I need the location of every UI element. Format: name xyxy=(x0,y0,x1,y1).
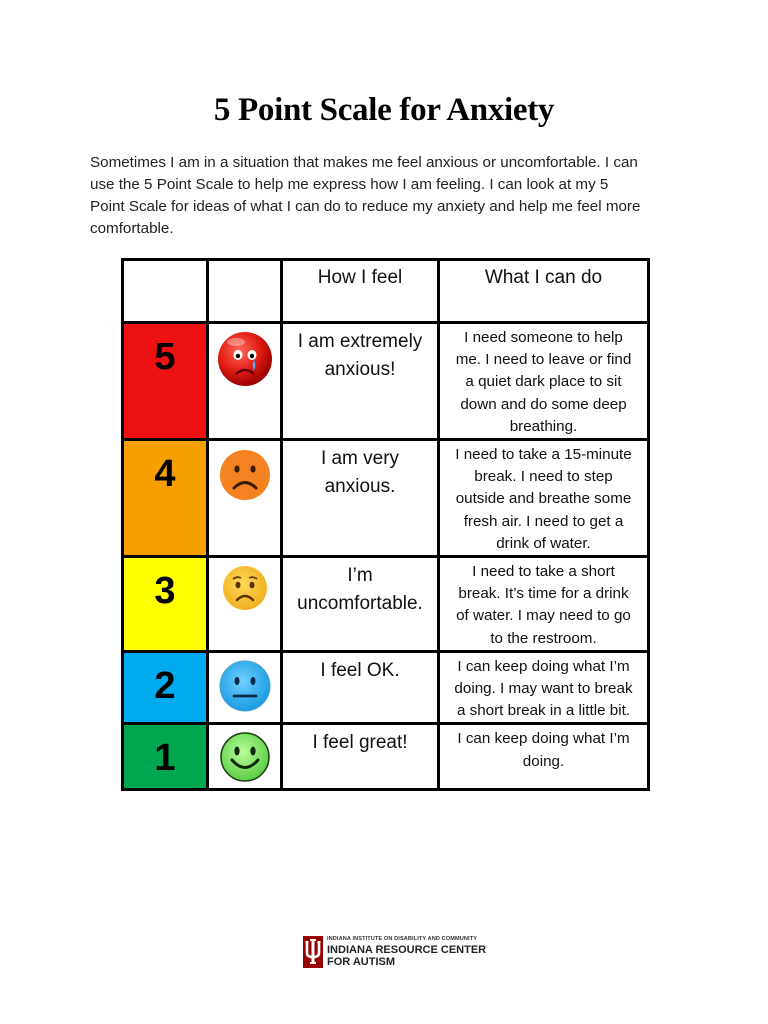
level-number: 5 xyxy=(123,323,208,440)
logo-line: FOR AUTISM xyxy=(327,956,396,968)
neutral-face-icon xyxy=(218,659,272,713)
todo-line: drink of water. xyxy=(496,534,591,552)
todo-cell xyxy=(439,323,649,440)
todo-cell xyxy=(439,557,649,652)
todo-line: a quiet dark place to sit xyxy=(465,373,622,391)
todo-line: I need to take a short xyxy=(472,563,615,581)
anxiety-scale-table xyxy=(121,258,650,791)
level-number: 3 xyxy=(123,557,208,652)
crying-face-icon xyxy=(216,330,274,388)
intro-paragraph xyxy=(90,152,695,240)
frowning-face-icon xyxy=(217,447,273,503)
table-row xyxy=(123,651,649,724)
level-number: 1 xyxy=(123,724,208,790)
todo-line: I can keep doing what I’m xyxy=(457,657,630,675)
table-row xyxy=(123,323,649,440)
face-cell xyxy=(208,440,282,557)
smiling-face-icon xyxy=(219,731,271,783)
todo-line: of water. I may need to go xyxy=(456,607,631,625)
trident-logo-icon xyxy=(303,936,323,968)
feel-line: I feel great! xyxy=(312,732,408,754)
todo-line: doing. I may want to break xyxy=(454,680,633,698)
todo-line: to the restroom. xyxy=(490,629,597,647)
feel-line: uncomfortable. xyxy=(297,593,423,615)
todo-line: I need to take a 15-minute xyxy=(455,446,632,464)
logo-institute-text: INDIANA INSTITUTE ON DISABILITY AND COMMUNITY xyxy=(327,936,478,942)
logo-center-text xyxy=(327,944,486,968)
header-what-i-can-do: What I can do xyxy=(439,260,649,323)
intro-line: use the 5 Point Scale to help me express how I am feeling. I can look at my 5 xyxy=(90,176,609,193)
todo-line: break. It’s time for a drink xyxy=(458,585,629,603)
todo-line: I can keep doing what I’m xyxy=(457,730,630,748)
feel-line: anxious! xyxy=(324,359,396,380)
intro-line: Point Scale for ideas of what I can do to reduce my anxiety and help me feel more xyxy=(90,198,641,215)
feel-line: I’m xyxy=(347,565,373,587)
level-number: 2 xyxy=(123,651,208,724)
todo-cell xyxy=(439,440,649,557)
table-row xyxy=(123,557,649,652)
intro-line: comfortable. xyxy=(90,220,174,237)
feel-line: I am very xyxy=(320,448,400,470)
feel-line: I am extremely xyxy=(297,331,423,352)
logo-line: INDIANA RESOURCE CENTER xyxy=(327,944,487,956)
todo-cell xyxy=(439,651,649,724)
face-cell xyxy=(208,651,282,724)
level-number: 4 xyxy=(123,440,208,557)
feel-line: anxious. xyxy=(324,476,396,498)
feel-line: I feel OK. xyxy=(320,659,400,681)
feel-cell xyxy=(282,440,439,557)
worried-face-icon xyxy=(221,564,269,612)
feel-cell xyxy=(282,557,439,652)
face-cell xyxy=(208,323,282,440)
face-cell xyxy=(208,557,282,652)
feel-cell xyxy=(282,724,439,790)
header-number xyxy=(123,260,208,323)
iu-resource-center-logo xyxy=(303,936,487,970)
todo-line: I need someone to help xyxy=(464,329,623,346)
feel-cell xyxy=(282,323,439,440)
table-row xyxy=(123,440,649,557)
todo-line: fresh air. I need to get a xyxy=(463,512,624,530)
todo-line: down and do some deep xyxy=(460,395,627,413)
face-cell xyxy=(208,724,282,790)
feel-cell xyxy=(282,651,439,724)
todo-line: break. I need to step xyxy=(474,468,613,486)
todo-line: outside and breathe some xyxy=(455,490,632,508)
todo-line: doing. xyxy=(522,752,565,770)
todo-cell xyxy=(439,724,649,790)
table-row xyxy=(123,724,649,790)
page-title: 5 Point Scale for Anxiety xyxy=(213,92,555,128)
todo-line: me. I need to leave or find xyxy=(455,351,632,369)
todo-line: breathing. xyxy=(509,417,578,435)
header-face xyxy=(208,260,282,323)
header-how-i-feel: How I feel xyxy=(282,260,439,323)
intro-line: Sometimes I am in a situation that makes me feel anxious or uncomfortable. I can xyxy=(90,154,638,171)
table-header-row xyxy=(123,260,649,323)
todo-line: a short break in a little bit. xyxy=(456,702,631,720)
